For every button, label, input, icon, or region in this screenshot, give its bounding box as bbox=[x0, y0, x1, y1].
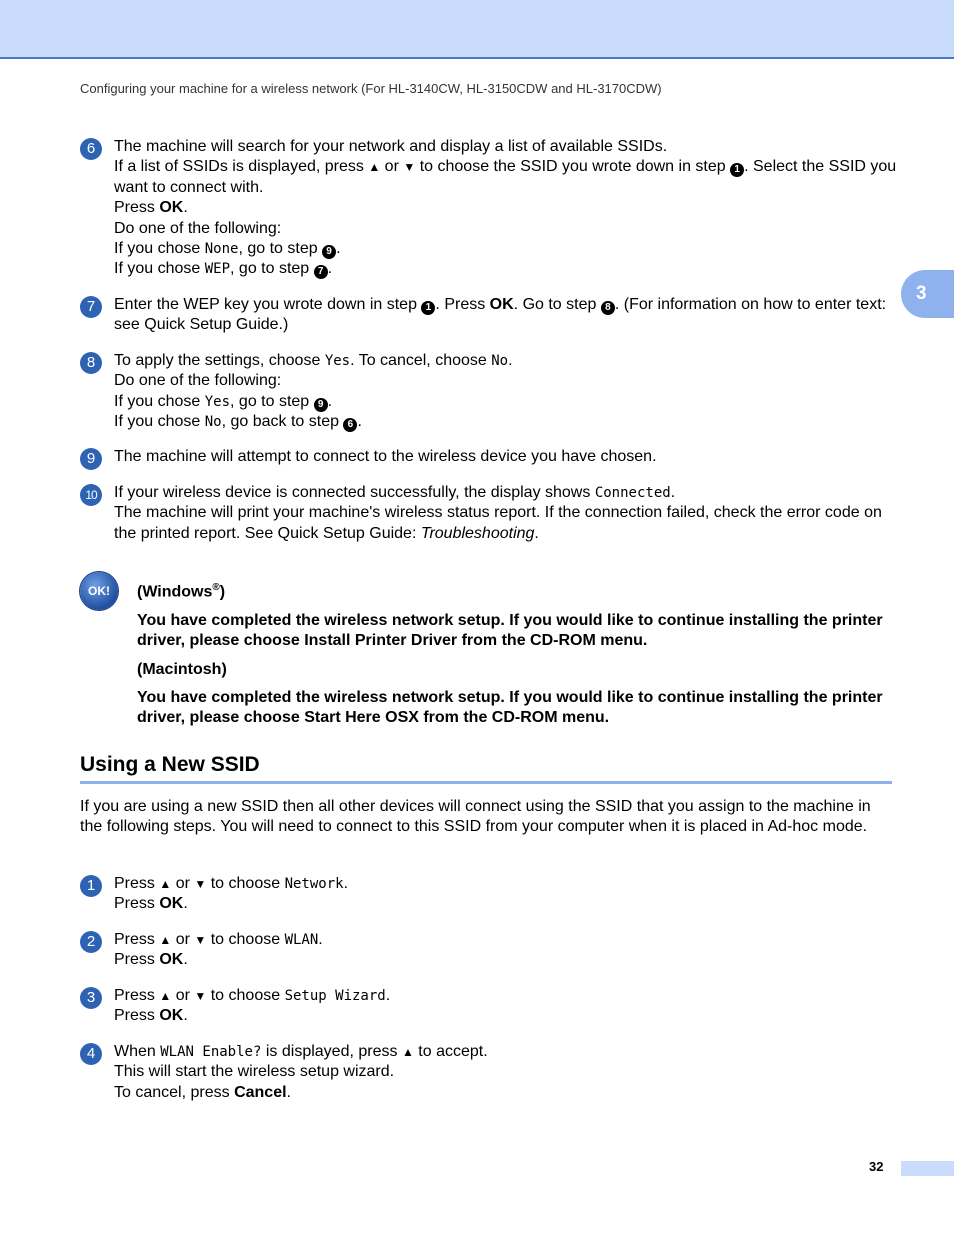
step-6 bbox=[80, 137, 900, 280]
step-9 bbox=[80, 447, 900, 467]
mac-note: You have completed the wireless network setup. If you would like to continue installing the printer driver, please choose Start Here OSX from the CD-ROM menu. bbox=[137, 688, 883, 727]
step-reference: 1 bbox=[730, 163, 744, 177]
step-text: Press ▲ or ▼ to choose WLAN. Press OK. bbox=[114, 931, 323, 969]
step-number: 3 bbox=[80, 987, 102, 1009]
up-arrow-icon: ▲ bbox=[159, 933, 172, 947]
note-body: (Windows®) You have completed the wireless network setup. If you would like to continue installing the printer driver, please choose Install Printer Driver from the CD-ROM menu. (Macintosh) You have completed the wireless network setup. If you would like to continue installing the printer driver, please choose Start Here OSX from the CD-ROM menu. bbox=[137, 578, 900, 729]
down-arrow-icon: ▼ bbox=[194, 989, 207, 1003]
ok-note bbox=[80, 572, 900, 729]
step-text: To apply the settings, choose Yes. To cancel, choose No. Do one of the following: If you chose Yes, go to step 9 . If you chose No, go back to step 6 . bbox=[114, 352, 513, 431]
page-number: 32 bbox=[869, 1159, 884, 1174]
step-text: Press ▲ or ▼ to choose Network. Press OK. bbox=[114, 875, 349, 913]
ok-badge-icon: OK! bbox=[80, 572, 118, 610]
step-number: 2 bbox=[80, 931, 102, 953]
step-number: 1 bbox=[80, 875, 102, 897]
step-number: 9 bbox=[80, 448, 102, 470]
down-arrow-icon: ▼ bbox=[194, 877, 207, 891]
step-number: 10 bbox=[80, 484, 102, 506]
footer-bar bbox=[901, 1161, 954, 1176]
top-header-bar bbox=[0, 0, 954, 59]
step-text: If your wireless device is connected successfully, the display shows Connected. The machine will print your machine's wireless status report. If the connection failed, check the error code on the printed report. See Quick Setup Guide: Troubleshooting. bbox=[114, 484, 882, 542]
up-arrow-icon: ▲ bbox=[368, 160, 381, 175]
step-text: The machine will attempt to connect to the wireless device you have chosen. bbox=[114, 448, 657, 465]
step-reference: 1 bbox=[421, 301, 435, 315]
step-reference: 9 bbox=[322, 245, 336, 259]
step-reference: 7 bbox=[314, 265, 328, 279]
new-ssid-step-3 bbox=[80, 986, 900, 1027]
new-ssid-step-2 bbox=[80, 930, 900, 971]
running-header: Configuring your machine for a wireless network (For HL-3140CW, HL-3150CDW and HL-3170CDW) bbox=[80, 81, 662, 96]
step-reference: 9 bbox=[314, 398, 328, 412]
step-number: 4 bbox=[80, 1043, 102, 1065]
up-arrow-icon: ▲ bbox=[159, 877, 172, 891]
chapter-tab[interactable]: 3 bbox=[901, 270, 954, 318]
step-number: 6 bbox=[80, 138, 102, 160]
step-reference: 6 bbox=[343, 418, 357, 432]
step-reference: 8 bbox=[601, 301, 615, 315]
step-8 bbox=[80, 351, 900, 433]
step-text: The machine will search for your network and display a list of available SSIDs. If a list of SSIDs is displayed, press ▲ or ▼ to choose the SSID you wrote down in step 1 . Select the SSID you want to connect with. Press OK. Do one of the following: If you chose None, go to step 9 . If you chose WEP, go to step 7 . bbox=[114, 138, 897, 278]
down-arrow-icon: ▼ bbox=[194, 933, 207, 947]
step-7 bbox=[80, 295, 900, 336]
up-arrow-icon: ▲ bbox=[159, 989, 172, 1003]
new-ssid-step-1 bbox=[80, 874, 900, 915]
step-text: When WLAN Enable? is displayed, press ▲ to accept. This will start the wireless setup wizard. To cancel, press Cancel. bbox=[114, 1043, 488, 1101]
step-number: 7 bbox=[80, 296, 102, 318]
step-text: Enter the WEP key you wrote down in step 1 . Press OK. Go to step 8 . (For information on how to enter text: see Quick Setup Guide.) bbox=[114, 296, 887, 334]
new-ssid-step-4 bbox=[80, 1042, 900, 1103]
up-arrow-icon: ▲ bbox=[401, 1045, 414, 1059]
step-text: Press ▲ or ▼ to choose Setup Wizard. Press OK. bbox=[114, 987, 391, 1025]
section-intro: If you are using a new SSID then all other devices will connect using the SSID that you assign to the machine in the following steps. You will need to connect to this SSID from your computer when it is placed in Ad-hoc mode. bbox=[80, 798, 871, 836]
step-10 bbox=[80, 483, 900, 544]
windows-note: You have completed the wireless network setup. If you would like to continue installing the printer driver, please choose Install Printer Driver from the CD-ROM menu. bbox=[137, 611, 883, 650]
step-number: 8 bbox=[80, 352, 102, 374]
down-arrow-icon: ▼ bbox=[403, 160, 416, 175]
section-title: Using a New SSID bbox=[80, 753, 892, 784]
